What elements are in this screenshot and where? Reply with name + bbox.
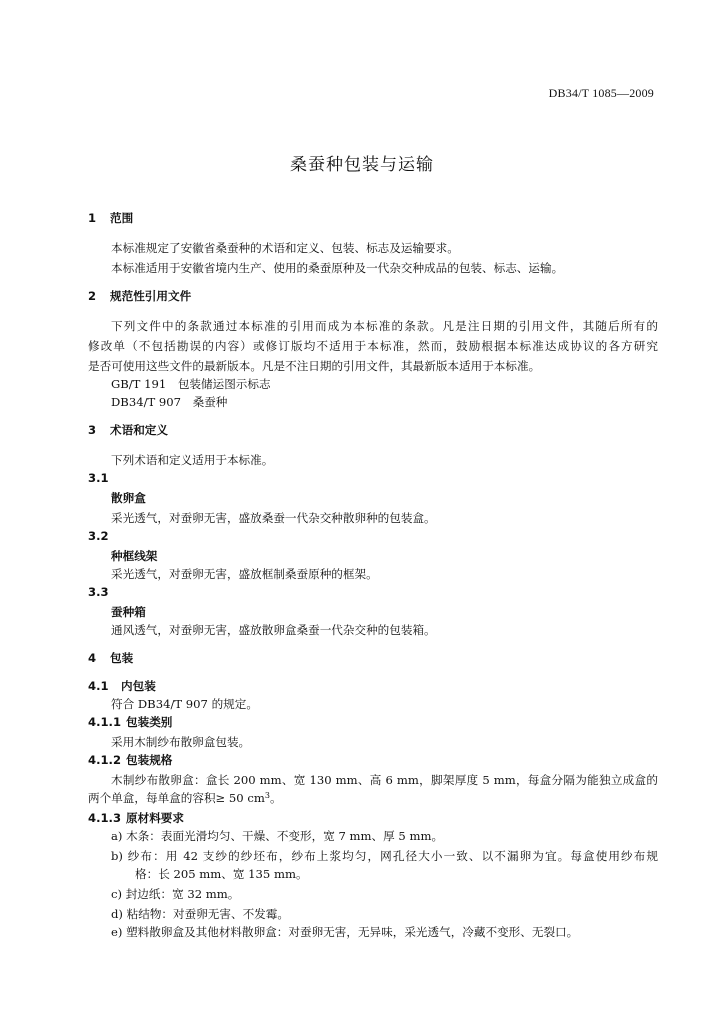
paragraph: 本标准规定了安徽省桑蚕种的术语和定义、包装、标志及运输要求。: [111, 241, 459, 255]
superscript: 3: [264, 791, 270, 800]
period: 。: [269, 791, 282, 805]
paragraph-line: 木制纱布散卵盒：盒长 200 mm、宽 130 mm、高 6 mm，脚架厚度 5 mm，每盒分隔为能独立成盒的: [111, 773, 658, 787]
subsection-4-1-2-heading: [88, 750, 658, 770]
paragraph-line: 是否可使用这些文件的最新版本。凡是不注日期的引用文件，其最新版本适用于本标准。: [88, 359, 541, 373]
term-definition: 采光透气，对蚕卵无害，盛放桑蚕一代杂交种散卵种的包装盒。: [111, 511, 436, 525]
term-number: 3.2: [88, 529, 109, 543]
term-name: 种框线架: [111, 549, 158, 563]
subsection-4-1-3-heading: [88, 808, 658, 828]
paragraph-line: 下列文件中的条款通过本标准的引用而成为本标准的条款。凡是注日期的引用文件，其随后所有的: [111, 319, 658, 333]
list-item: b) 纱布：用 42 支纱的纱坯布，纱布上浆均匀，网孔径大小一致、以不漏卵为宜。每盒使用纱布规: [111, 849, 658, 863]
term-definition: 采光透气，对蚕卵无害，盛放框制桑蚕原种的框架。: [111, 567, 378, 581]
document-code: DB34/T 1085—2009: [548, 86, 654, 100]
section-title: 范围: [110, 211, 134, 225]
subsection-4-1-heading: [88, 676, 658, 696]
term-number: 3.3: [88, 585, 109, 599]
paragraph: 符合 DB34/T 907 的规定。: [111, 697, 258, 711]
section-number: 3: [88, 423, 97, 437]
term-name: 蚕种箱: [111, 605, 146, 619]
paragraph-line: 修改单（不包括勘误的内容）或修订版均不适用于本标准，然而，鼓励根据本标准达成协议的各方研究: [88, 339, 658, 353]
paragraph-line: [88, 788, 658, 808]
list-item: d) 粘结物：对蚕卵无害、不发霉。: [111, 907, 289, 921]
section-number: 1: [88, 211, 97, 225]
term-number: 3.1: [88, 471, 109, 485]
list-item-continuation: 格：长 205 mm、宽 135 mm。: [135, 867, 308, 881]
section-4-heading: [88, 648, 658, 668]
term-name: 散卵盒: [111, 491, 146, 505]
subsection-title: 包装类别: [126, 715, 173, 729]
subsection-title: 内包装: [121, 679, 156, 693]
subsection-number: 4.1.3: [88, 811, 122, 825]
section-title: 规范性引用文件: [110, 289, 192, 303]
section-2-heading: [88, 286, 658, 306]
subsection-number: 4.1.2: [88, 753, 122, 767]
paragraph: 本标准适用于安徽省境内生产、使用的桑蚕原种及一代杂交种成品的包装、标志、运输。: [111, 261, 564, 275]
term-definition: 通风透气，对蚕卵无害，盛放散卵盒桑蚕一代杂交种的包装箱。: [111, 623, 436, 637]
reference-item: DB34/T 907 桑蚕种: [111, 395, 228, 409]
section-number: 2: [88, 289, 97, 303]
subsection-number: 4.1: [88, 679, 109, 693]
subsection-title: 包装规格: [126, 753, 173, 767]
paragraph: 采用木制纱布散卵盒包装。: [111, 735, 251, 749]
subsection-4-1-1-heading: [88, 712, 658, 732]
reference-item: GB/T 191 包装储运图示标志: [111, 377, 271, 391]
section-title: 术语和定义: [110, 423, 168, 437]
paragraph: 下列术语和定义适用于本标准。: [111, 453, 274, 467]
section-title: 包装: [110, 651, 134, 665]
section-number: 4: [88, 651, 97, 665]
volume-text: 两个单盒，每单盒的容积≥ 50 cm: [88, 791, 265, 805]
subsection-title: 原材料要求: [126, 811, 184, 825]
list-item: e) 塑料散卵盒及其他材料散卵盒：对蚕卵无害，无异味，采光透气，冷藏不变形、无裂口。: [111, 925, 579, 939]
section-3-heading: [88, 420, 658, 440]
section-1-heading: [88, 208, 658, 228]
document-title: 桑蚕种包装与运输: [290, 155, 434, 175]
list-item: c) 封边纸：宽 32 mm。: [111, 887, 240, 901]
list-item: a) 木条：表面光滑均匀、干燥、不变形，宽 7 mm、厚 5 mm。: [111, 829, 444, 843]
subsection-number: 4.1.1: [88, 715, 122, 729]
